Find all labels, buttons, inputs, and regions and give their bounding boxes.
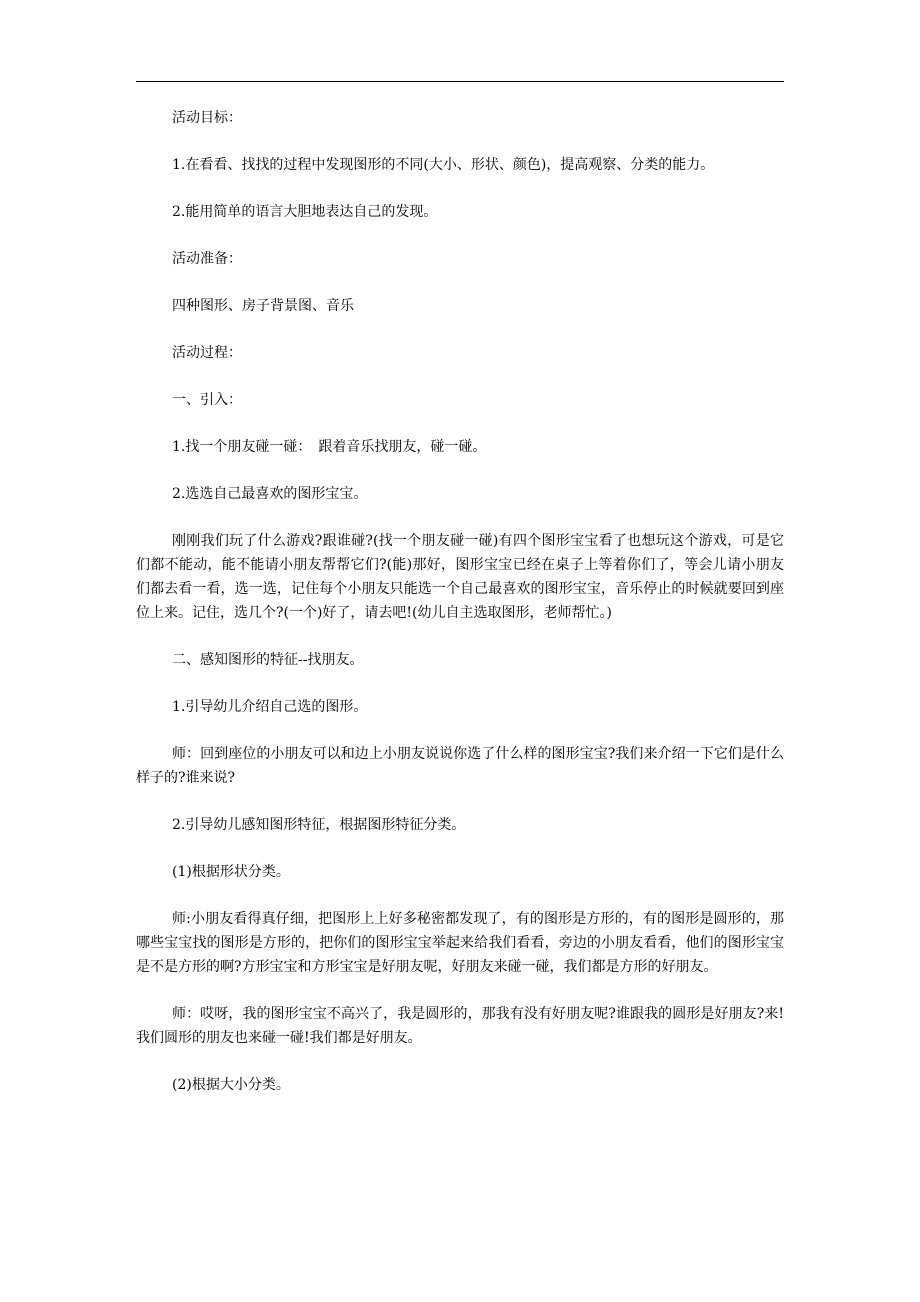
goal-item-2: 2.能用简单的语言大胆地表达自己的发现。 (172, 204, 438, 220)
intro-narrative-paragraph: 刚刚我们玩了什么游戏?跟谁碰?(找一个朋友碰一碰)有四个图形宝宝看了也想玩这个游戏，可是它们都不能动，能不能请小朋友帮帮它们?(能)那好，图形宝宝已经在桌子上等着你们了，等会儿请小朋友们都去看一看，选一选，记住每个小朋友只能选一个自己最喜欢的图形宝宝，音乐停止的时候就要回到座位上来。记住，选几个?(一个)好了，请去吧!(幼儿自主选取图形，老师帮忙。) (136, 533, 784, 621)
teacher-dialogue-1: 师：回到座位的小朋友可以和边上小朋友说说你选了什么样的图形宝宝?我们来介绍一下它们是什么样子的?谁来说? (136, 746, 784, 786)
intro-step-2: 2.选选自己最喜欢的图形宝宝。 (172, 486, 368, 502)
heading-activity-goals: 活动目标： (172, 110, 242, 126)
perception-step-2: 2.引导幼儿感知图形特征，根据图形特征分类。 (172, 817, 466, 833)
header-rule (136, 81, 784, 82)
heading-activity-preparation: 活动准备： (172, 251, 242, 267)
section-intro-heading: 一、引入： (172, 392, 242, 408)
teacher-dialogue-3: 师：哎呀，我的图形宝宝不高兴了，我是圆形的，那我有没有好朋友呢?谁跟我的圆形是好朋友?来!我们圆形的朋友也来碰一碰!我们都是好朋友。 (136, 1006, 784, 1046)
classify-by-size: (2)根据大小分类。 (172, 1077, 290, 1093)
goal-item-1: 1.在看看、找找的过程中发现图形的不同(大小、形状、颜色)，提高观察、分类的能力。 (172, 157, 715, 173)
preparation-materials: 四种图形、房子背景图、音乐 (172, 298, 354, 314)
document-body (136, 106, 784, 1120)
intro-step-1: 1.找一个朋友碰一碰： 跟着音乐找朋友，碰一碰。 (172, 439, 487, 455)
perception-step-1: 1.引导幼儿介绍自己选的图形。 (172, 699, 368, 715)
section-perception-heading: 二、感知图形的特征--找朋友。 (172, 652, 364, 668)
teacher-dialogue-2: 师:小朋友看得真仔细，把图形上上好多秘密都发现了，有的图形是方形的，有的图形是圆形的，那哪些宝宝找的图形是方形的，把你们的图形宝宝举起来给我们看看，旁边的小朋友看看，他们的图形宝宝是不是方形的啊?方形宝宝和方形宝宝是好朋友呢，好朋友来碰一碰，我们都是方形的好朋友。 (136, 911, 784, 975)
heading-activity-process: 活动过程： (172, 345, 242, 361)
classify-by-shape: (1)根据形状分类。 (172, 864, 290, 880)
